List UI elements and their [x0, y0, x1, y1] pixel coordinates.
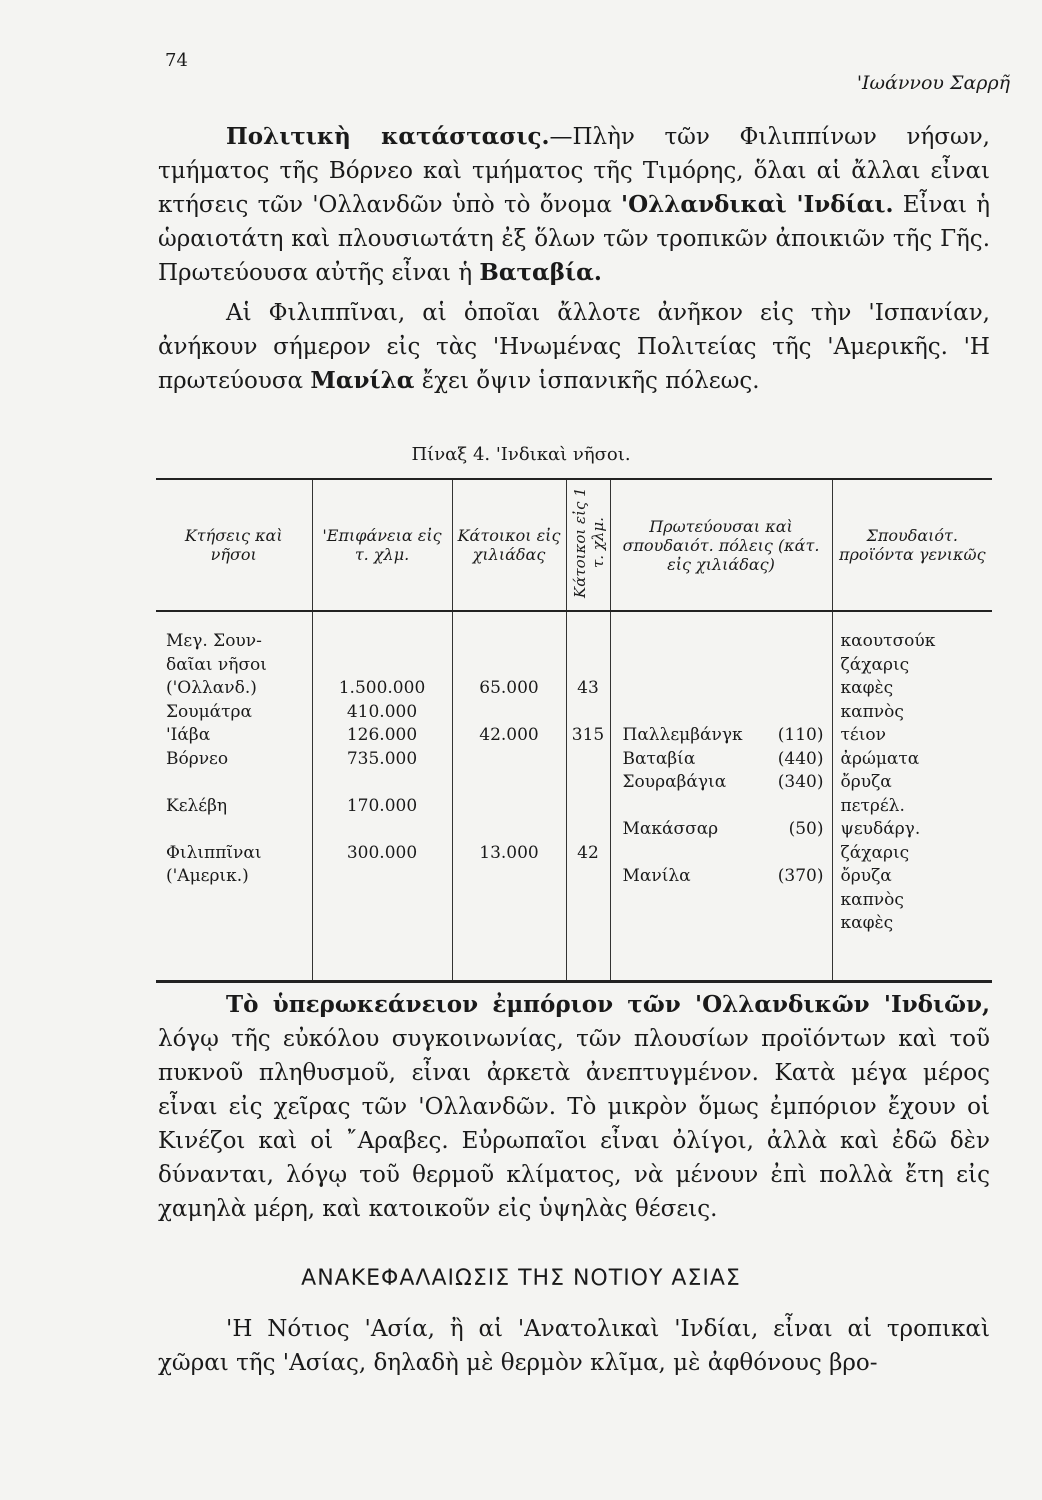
cell — [611, 771, 832, 795]
city-name: Παλλεμβάνγκ — [622, 725, 743, 745]
section-heading: ΑΝΑΚΕΦΑΛΑΙΩΣΙΣ ΤΗΣ ΝΟΤΙΟΥ ΑΣΙΑΣ — [301, 1266, 741, 1291]
column-area — [312, 611, 452, 982]
cell — [453, 701, 566, 725]
city-name: Σουραβάγια — [622, 772, 727, 792]
cell — [453, 654, 566, 678]
cell: καουτσούκ — [840, 631, 936, 651]
cell — [567, 865, 610, 889]
paragraph-text: ἔχει ὄψιν ἱσπανικῆς πόλεως. — [414, 368, 760, 394]
cell: καπνὸς — [840, 701, 904, 722]
cell — [567, 630, 610, 654]
column-density — [566, 611, 610, 982]
cell: ἀρώματα — [840, 748, 920, 769]
paragraph-trade — [158, 988, 990, 1226]
cell: 735.000 — [346, 748, 418, 769]
cell: Φιλιππῖναι — [166, 842, 262, 863]
table-header-row — [156, 479, 992, 611]
cell — [453, 771, 566, 795]
cell: Βόρνεο — [166, 748, 229, 769]
cell: 170.000 — [346, 795, 418, 816]
header-density — [566, 479, 610, 611]
cell: 65.000 — [479, 678, 539, 698]
cell — [611, 724, 832, 748]
bold-term: 'Ολλανδικαὶ 'Ινδίαι. — [621, 191, 894, 218]
cell: ζάχαρις — [840, 842, 910, 863]
city-population: (370) — [777, 866, 824, 886]
city-name: Μακάσσαρ — [622, 819, 719, 839]
cell: καφὲς — [840, 913, 894, 933]
header-possessions: Κτήσεις καὶ νῆσοι — [156, 479, 312, 611]
cell — [313, 818, 452, 842]
cell: ὄρυζα — [840, 772, 892, 792]
cell — [611, 748, 832, 772]
running-head — [165, 46, 1010, 96]
cell: 13.000 — [479, 842, 539, 863]
cell — [453, 795, 566, 819]
cell: 'Ιάβα — [166, 725, 211, 745]
paragraph-summary — [158, 1312, 990, 1380]
cell — [313, 771, 452, 795]
cell — [453, 748, 566, 772]
city-population: (110) — [777, 725, 824, 745]
cell — [453, 865, 566, 889]
paragraph-text: —Πλὴν τῶν Φιλιππίνων νήσων, τμήματος τῆς Βόρνεο καὶ τμήματος τῆς Τιμόρης, ὅλαι αἱ ἄλλαι εἶναι κτήσεις τῶν 'Ολλανδῶν ὑπὸ τὸ ὄνομα — [158, 124, 990, 218]
bold-term: Μανίλα — [310, 367, 415, 394]
cell — [611, 654, 832, 678]
cell: καφὲς — [840, 678, 894, 698]
city-name: Βαταβία — [622, 748, 696, 769]
cell — [611, 701, 832, 725]
cell: Μεγ. Σουν- — [166, 631, 262, 651]
header-density-label: Κάτοικοι εἰς 1 τ. χλμ. — [570, 487, 607, 599]
cell: 410.000 — [346, 701, 418, 722]
cell — [156, 818, 312, 842]
cell — [611, 630, 832, 654]
cell — [611, 865, 832, 889]
cell — [313, 630, 452, 654]
cell — [611, 818, 832, 842]
column-products — [832, 611, 992, 982]
cell: 43 — [577, 678, 599, 698]
paragraph-heading: Πολιτικὴ κατάστασις. — [226, 123, 550, 150]
cell: Σουμάτρα — [166, 701, 252, 722]
cell — [453, 630, 566, 654]
column-possessions — [156, 611, 312, 982]
cell — [567, 701, 610, 725]
cell: ὄρυζα — [840, 866, 892, 886]
header-area: 'Επιφάνεια εἰς τ. χλμ. — [312, 479, 452, 611]
cell — [156, 771, 312, 795]
cell: 42 — [577, 842, 599, 863]
cell: δαῖαι νῆσοι — [166, 654, 267, 675]
cell — [567, 748, 610, 772]
cell — [313, 865, 452, 889]
paragraph-text: λόγῳ τῆς εὐκόλου συγκοινωνίας, τῶν πλουσίων προϊόντων καὶ τοῦ πυκνοῦ πληθυσμοῦ, εἶναι ἀρκετὰ ἀνεπτυγμένον. Κατὰ μέγα μέρος εἶναι εἰς χεῖρας τῶν 'Ολλανδῶν. Τὸ μικρὸν ὅμως ἐμπόριον ἔχουν οἱ Κινέζοι καὶ οἱ ῎Αραβες. Εὐρωπαῖοι εἶναι ὀλίγοι, ἀλλὰ καὶ ἐδῶ δὲν δύνανται, λόγῳ τοῦ θερμοῦ κλίματος, νὰ μένουν ἐπὶ πολλὰ ἔτη εἰς χαμηλὰ μέρη, καὶ κατοικοῦν εἰς ὑψηλὰς θέσεις. — [158, 1026, 990, 1222]
city-population: (50) — [788, 819, 824, 839]
cell: καπνὸς — [840, 889, 904, 910]
bold-term: Βαταβία. — [479, 259, 602, 286]
cell — [313, 654, 452, 678]
cell: 315 — [571, 725, 605, 745]
cell: 300.000 — [346, 842, 418, 863]
city-name: Μανίλα — [622, 866, 691, 886]
cell: 126.000 — [346, 725, 418, 745]
cell: Κελέβη — [166, 795, 228, 816]
cell — [611, 677, 832, 701]
cell — [453, 818, 566, 842]
cell — [611, 842, 832, 866]
table-caption: Πίναξ 4. 'Ινδικαὶ νῆσοι. — [411, 444, 631, 465]
cell: ('Αμερικ.) — [166, 866, 249, 886]
paragraph-political-status — [158, 120, 990, 290]
cell — [567, 771, 610, 795]
header-population: Κάτοικοι εἰς χιλιάδας — [452, 479, 566, 611]
header-products: Σπουδαιότ. προϊόντα γενικῶς — [832, 479, 992, 611]
cell: πετρέλ. — [840, 795, 905, 816]
cell: 1.500.000 — [338, 678, 426, 698]
page-number: 74 — [165, 50, 188, 71]
cell: ('Ολλανδ.) — [166, 678, 257, 698]
cell — [567, 654, 610, 678]
column-capitals — [610, 611, 832, 982]
city-population: (440) — [777, 748, 824, 769]
paragraph-text: 'Η Νότιος 'Ασία, ἢ αἱ 'Ανατολικαὶ 'Ινδίαι, εἶναι αἱ τροπικαὶ χῶραι τῆς 'Ασίας, δηλαδὴ μὲ θερμὸν κλῖμα, μὲ ἀφθόνους βρο- — [158, 1316, 990, 1376]
paragraph-text: Αἱ Φιλιππῖναι, αἱ ὁποῖαι ἄλλοτε ἀνῆκον εἰς τὴν 'Ισπανίαν, ἀνήκουν σήμερον εἰς τὰς 'Ηνωμένας Πολιτείας τῆς 'Αμερικῆς. 'Η πρωτεύουσα — [158, 300, 990, 394]
running-author: 'Ιωάννου Σαρρῆ — [856, 72, 1010, 94]
indies-table — [156, 478, 992, 983]
cell: ζάχαρις — [840, 654, 910, 675]
cell — [567, 818, 610, 842]
paragraph-philippines — [158, 296, 990, 398]
column-population — [452, 611, 566, 982]
cell: 42.000 — [479, 725, 539, 745]
cell — [611, 795, 832, 819]
cell: τέιον — [840, 725, 886, 745]
cell — [567, 795, 610, 819]
paragraph-text: Εἶναι ἡ ὡραιοτάτη καὶ πλουσιωτάτη ἐξ ὅλων τῶν τροπικῶν ἀποικιῶν τῆς Γῆς. Πρωτεύουσα αὐτῆς εἶναι ἡ — [158, 192, 990, 286]
bold-term: Τὸ ὑπερωκεάνειον ἐμπόριον τῶν 'Ολλανδικῶν 'Ινδιῶν, — [226, 991, 990, 1018]
cell: ψευδάργ. — [840, 819, 921, 839]
header-capitals: Πρωτεύουσαι καὶ σπουδαιότ. πόλεις (κάτ. εἰς χιλιάδας) — [610, 479, 832, 611]
city-population: (340) — [777, 772, 824, 792]
table-row — [156, 611, 992, 982]
